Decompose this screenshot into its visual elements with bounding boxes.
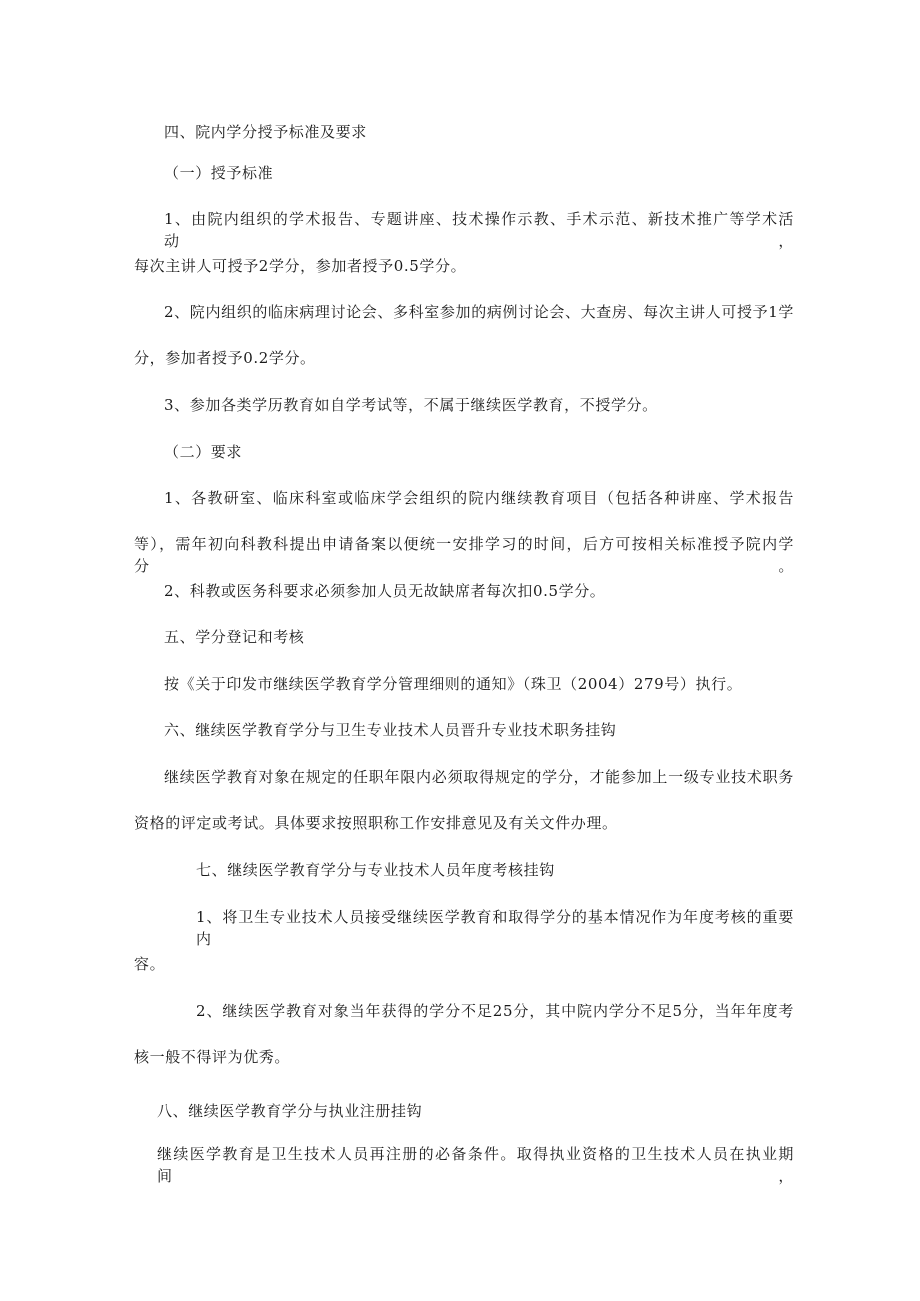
section-heading-7: 七、继续医学教育学分与专业技术人员年度考核挂钩: [196, 861, 555, 879]
paragraph-line: 2、科教或医务科要求必须参加人员无故缺席者每次扣0.5学分。: [164, 582, 606, 600]
section-heading-4: 四、院内学分授予标准及要求: [164, 123, 367, 141]
paragraph-line: 资格的评定或考试。具体要求按照职称工作安排意见及有关文件办理。: [134, 814, 618, 832]
paragraph-line: 继续医学教育对象在规定的任职年限内必须取得规定的学分，才能参加上一级专业技术职务: [164, 768, 794, 786]
paragraph-line: 等），需年初向科教科提出申请备案以便统一安排学习的时间，后方可按相关标准授予院内学分。: [134, 535, 794, 575]
subsection-heading-standards: （一）授予标准: [164, 164, 274, 182]
paragraph-line: 2、继续医学教育对象当年获得的学分不足25分，其中院内学分不足5分，当年年度考: [196, 1002, 794, 1020]
paragraph-line: 3、参加各类学历教育如自学考试等，不属于继续医学教育，不授学分。: [164, 396, 658, 414]
paragraph-line: 每次主讲人可授予2学分，参加者授予0.5学分。: [134, 257, 467, 275]
paragraph-line: 继续医学教育是卫生技术人员再注册的必备条件。取得执业资格的卫生技术人员在执业期间，: [157, 1145, 794, 1185]
paragraph-line: 核一般不得评为优秀。: [134, 1048, 291, 1066]
paragraph-line: 1、将卫生专业技术人员接受继续医学教育和取得学分的基本情况作为年度考核的重要内: [196, 908, 794, 948]
section-heading-6: 六、继续医学教育学分与卫生专业技术人员晋升专业技术职务挂钩: [164, 721, 617, 739]
paragraph-line: 2、院内组织的临床病理讨论会、多科室参加的病例讨论会、大查房、每次主讲人可授予1学: [164, 303, 794, 321]
paragraph-line: 1、由院内组织的学术报告、专题讲座、技术操作示教、手术示范、新技术推广等学术活动，: [164, 210, 794, 250]
subsection-heading-requirements: （二）要求: [164, 443, 243, 461]
paragraph-line: 容。: [134, 955, 166, 973]
paragraph-line: 分，参加者授予0.2学分。: [134, 349, 316, 367]
paragraph-line: 1、各教研室、临床科室或临床学会组织的院内继续教育项目（包括各种讲座、学术报告: [164, 489, 794, 507]
paragraph-line: 按《关于印发市继续医学教育学分管理细则的通知》（珠卫（2004）279号）执行。: [164, 675, 743, 693]
section-heading-5: 五、学分登记和考核: [164, 628, 305, 646]
section-heading-8: 八、继续医学教育学分与执业注册挂钩: [157, 1102, 423, 1120]
